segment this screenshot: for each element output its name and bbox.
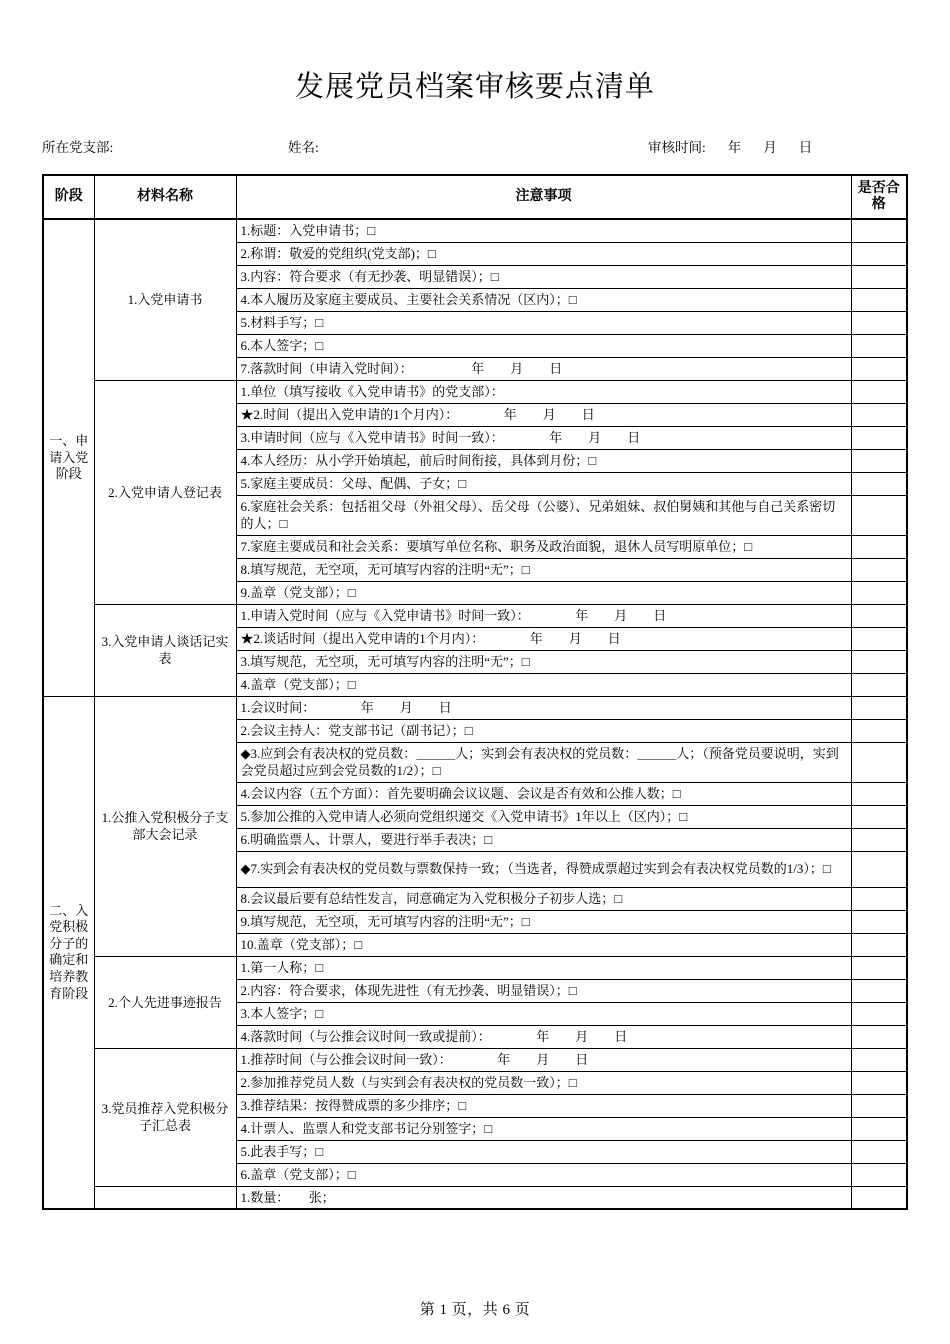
pass-check-cell[interactable]: [851, 535, 907, 558]
note-item-cell: 3.内容：符合要求（有无抄袭、明显错误）；□: [236, 265, 851, 288]
audit-table: [42, 174, 908, 1210]
pass-check-cell[interactable]: [851, 242, 907, 265]
pass-check-cell[interactable]: [851, 449, 907, 472]
month-unit: 月: [763, 139, 777, 155]
pass-check-cell[interactable]: [851, 627, 907, 650]
note-item-cell: 7.落款时间（申请入党时间）： 年 月 日: [236, 357, 851, 380]
pass-check-cell[interactable]: [851, 956, 907, 979]
note-item-cell: 6.家庭社会关系：包括祖父母（外祖父母）、岳父母（公婆）、兄弟姐妹、叔伯舅姨和其他与自己关系密切的人；□: [236, 495, 851, 535]
material-name-cell: [94, 1186, 236, 1209]
pass-check-cell[interactable]: [851, 403, 907, 426]
pass-check-cell[interactable]: [851, 288, 907, 311]
table-row: [43, 219, 907, 242]
column-header-notes: 注意事项: [236, 175, 851, 219]
audit-time-label: 审核时间:: [648, 139, 706, 155]
pass-check-cell[interactable]: [851, 910, 907, 933]
pass-check-cell[interactable]: [851, 979, 907, 1002]
note-item-cell: 1.第一人称；□: [236, 956, 851, 979]
pass-check-cell[interactable]: [851, 380, 907, 403]
note-item-cell: 4.会议内容（五个方面）：首先要明确会议议题、会议是否有效和公推人数；□: [236, 782, 851, 805]
note-item-cell: 4.计票人、监票人和党支部书记分别签字；□: [236, 1117, 851, 1140]
pass-check-cell[interactable]: [851, 581, 907, 604]
pass-check-cell[interactable]: [851, 495, 907, 535]
note-item-cell: 4.盖章（党支部）；□: [236, 673, 851, 696]
meta-header: [0, 134, 950, 160]
branch-label: 所在党支部:: [42, 139, 114, 155]
stage-label-cell: 二、入党积极分子的确定和培养教育阶段: [43, 696, 94, 1209]
note-item-cell: 2.会议主持人：党支部书记（副书记）；□: [236, 719, 851, 742]
pass-check-cell[interactable]: [851, 719, 907, 742]
year-unit: 年: [727, 139, 742, 155]
table-header-row: [43, 175, 907, 219]
pass-check-cell[interactable]: [851, 1186, 907, 1209]
table-row: [43, 604, 907, 627]
material-name-cell: 1.公推入党积极分子支部大会记录: [94, 696, 236, 956]
name-label: 姓名:: [288, 139, 319, 155]
note-item-cell: 1.标题：入党申请书；□: [236, 219, 851, 242]
pass-check-cell[interactable]: [851, 1094, 907, 1117]
note-item-cell: 1.申请入党时间（应与《入党申请书》时间一致）： 年 月 日: [236, 604, 851, 627]
note-item-cell: 2.内容：符合要求，体现先进性（有无抄袭、明显错误）；□: [236, 979, 851, 1002]
day-unit: 日: [798, 139, 813, 155]
note-item-cell: 4.本人经历：从小学开始填起，前后时间衔接，具体到月份；□: [236, 449, 851, 472]
pass-check-cell[interactable]: [851, 805, 907, 828]
note-item-cell: 6.本人签字；□: [236, 334, 851, 357]
material-name-cell: 2.个人先进事迹报告: [94, 956, 236, 1048]
table-row: [43, 1186, 907, 1209]
page-footer: 第 1 页，共 6 页: [419, 1302, 531, 1318]
table-row: [43, 1048, 907, 1071]
pass-check-cell[interactable]: [851, 1071, 907, 1094]
column-header-pass: 是否合格: [851, 175, 907, 219]
pass-check-cell[interactable]: [851, 851, 907, 887]
audit-table-body: [43, 219, 907, 1209]
pass-check-cell[interactable]: [851, 673, 907, 696]
note-item-cell: 5.材料手写；□: [236, 311, 851, 334]
pass-check-cell[interactable]: [851, 1163, 907, 1186]
note-item-cell: 1.数量： 张；: [236, 1186, 851, 1209]
material-name-cell: 3.入党申请人谈话记实表: [94, 604, 236, 696]
note-item-cell: 3.本人签字；□: [236, 1002, 851, 1025]
column-header-stage: 阶段: [43, 175, 94, 219]
pass-check-cell[interactable]: [851, 782, 907, 805]
pass-check-cell[interactable]: [851, 742, 907, 782]
note-item-cell: 6.明确监票人、计票人，要进行举手表决；□: [236, 828, 851, 851]
note-item-cell: 9.填写规范，无空项，无可填写内容的注明“无”；□: [236, 910, 851, 933]
pass-check-cell[interactable]: [851, 426, 907, 449]
note-item-cell: 2.称谓：敬爱的党组织(党支部)；□: [236, 242, 851, 265]
note-item-cell: ◆7.实到会有表决权的党员数与票数保持一致；（当选者，得赞成票超过实到会有表决权党员数的1/3）；□: [236, 851, 851, 887]
note-item-cell: 8.会议最后要有总结性发言，同意确定为入党积极分子初步人选；□: [236, 887, 851, 910]
column-header-material: 材料名称: [94, 175, 236, 219]
pass-check-cell[interactable]: [851, 1048, 907, 1071]
note-item-cell: ★2.时间（提出入党申请的1个月内）： 年 月 日: [236, 403, 851, 426]
pass-check-cell[interactable]: [851, 472, 907, 495]
pass-check-cell[interactable]: [851, 265, 907, 288]
pass-check-cell[interactable]: [851, 1140, 907, 1163]
pass-check-cell[interactable]: [851, 334, 907, 357]
note-item-cell: 1.单位（填写接收《入党申请书》的党支部）：: [236, 380, 851, 403]
note-item-cell: 5.此表手写；□: [236, 1140, 851, 1163]
note-item-cell: 1.会议时间： 年 月 日: [236, 696, 851, 719]
note-item-cell: 8.填写规范，无空项，无可填写内容的注明“无”；□: [236, 558, 851, 581]
table-row: [43, 956, 907, 979]
note-item-cell: 7.家庭主要成员和社会关系：要填写单位名称、职务及政治面貌，退休人员写明原单位；□: [236, 535, 851, 558]
note-item-cell: 3.申请时间（应与《入党申请书》时间一致）： 年 月 日: [236, 426, 851, 449]
audit-table-wrapper: [42, 174, 906, 1210]
note-item-cell: 5.家庭主要成员：父母、配偶、子女；□: [236, 472, 851, 495]
pass-check-cell[interactable]: [851, 604, 907, 627]
pass-check-cell[interactable]: [851, 357, 907, 380]
table-row: [43, 696, 907, 719]
note-item-cell: 5.参加公推的入党申请人必须向党组织递交《入党申请书》1年以上（区内）；□: [236, 805, 851, 828]
pass-check-cell[interactable]: [851, 1002, 907, 1025]
pass-check-cell[interactable]: [851, 219, 907, 242]
note-item-cell: ★2.谈话时间（提出入党申请的1个月内）： 年 月 日: [236, 627, 851, 650]
note-item-cell: 4.本人履历及家庭主要成员、主要社会关系情况（区内）；□: [236, 288, 851, 311]
note-item-cell: 3.推荐结果：按得赞成票的多少排序；□: [236, 1094, 851, 1117]
pass-check-cell[interactable]: [851, 558, 907, 581]
note-item-cell: 1.推荐时间（与公推会议时间一致）： 年 月 日: [236, 1048, 851, 1071]
material-name-cell: 1.入党申请书: [94, 219, 236, 380]
table-row: [43, 380, 907, 403]
pass-check-cell[interactable]: [851, 933, 907, 956]
note-item-cell: 4.落款时间（与公推会议时间一致或提前）： 年 月 日: [236, 1025, 851, 1048]
pass-check-cell[interactable]: [851, 650, 907, 673]
note-item-cell: 2.参加推荐党员人数（与实到会有表决权的党员数一致）；□: [236, 1071, 851, 1094]
stage-label-cell: 一、申请入党阶段: [43, 219, 94, 696]
note-item-cell: ◆3.应到会有表决权的党员数：＿＿＿人；实到会有表决权的党员数：＿＿＿人；（预备党员要说明，实到会党员超过应到会党员数的1/2）；□: [236, 742, 851, 782]
audit-time-group: [648, 136, 812, 156]
pass-check-cell[interactable]: [851, 311, 907, 334]
pass-check-cell[interactable]: [851, 1117, 907, 1140]
material-name-cell: 3.党员推荐入党积极分子汇总表: [94, 1048, 236, 1186]
material-name-cell: 2.入党申请人登记表: [94, 380, 236, 604]
note-item-cell: 10.盖章（党支部）；□: [236, 933, 851, 956]
pass-check-cell[interactable]: [851, 828, 907, 851]
note-item-cell: 3.填写规范，无空项，无可填写内容的注明“无”；□: [236, 650, 851, 673]
page-title: 发展党员档案审核要点清单: [294, 71, 655, 103]
pass-check-cell[interactable]: [851, 1025, 907, 1048]
pass-check-cell[interactable]: [851, 887, 907, 910]
note-item-cell: 6.盖章（党支部）；□: [236, 1163, 851, 1186]
note-item-cell: 9.盖章（党支部）；□: [236, 581, 851, 604]
pass-check-cell[interactable]: [851, 696, 907, 719]
